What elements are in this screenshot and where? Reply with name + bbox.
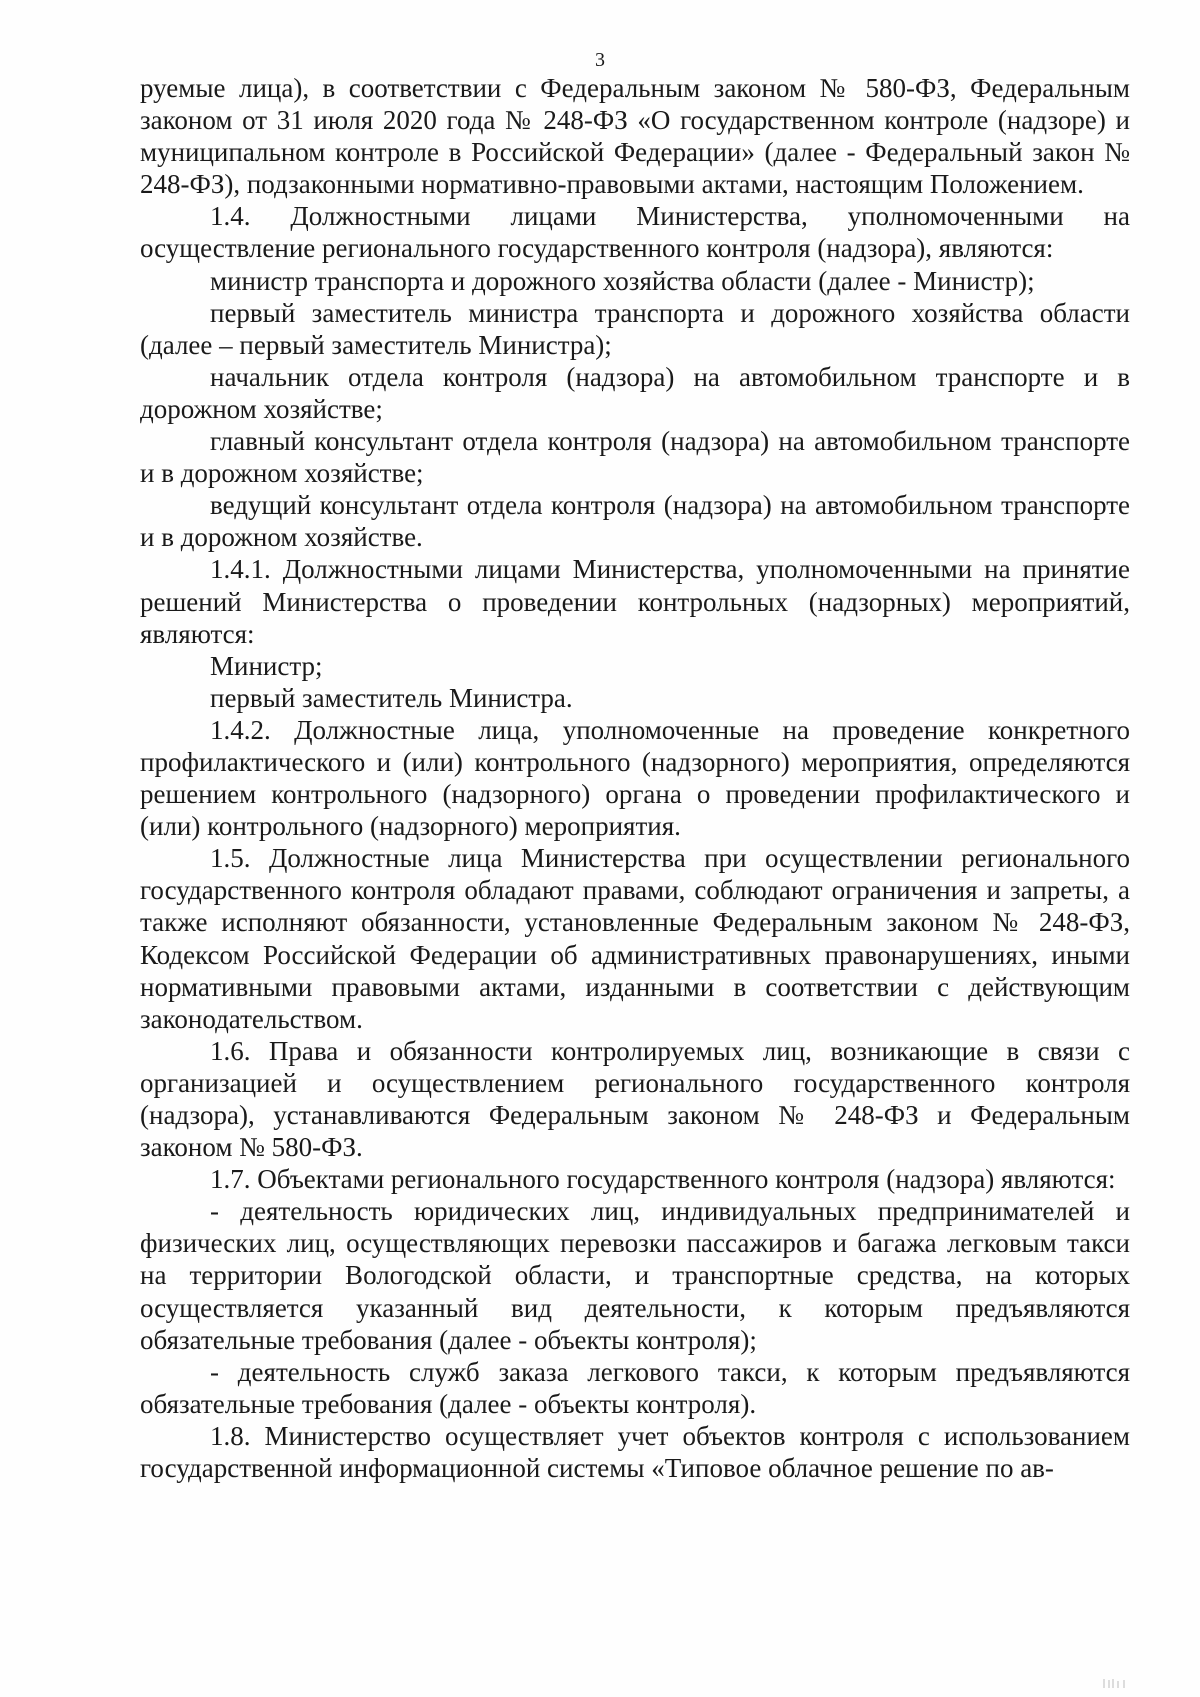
list-item-lead-consultant: ведущий консультант отдела контроля (надзора) на автомобильном транспорте и в дорожном хозяйстве. bbox=[140, 490, 1130, 553]
paragraph-1-5: 1.5. Должностные лица Министерства при осуществлении регионального государственного контроля обладают правами, соблюдают ограничения и запреты, а также исполняют обязанности, установленные Федеральным законом № 248-ФЗ, Кодексом Российской Федерации об административных правонарушениях, иными нормативными правовыми актами, изданными в соответствии с действующим законодательством. bbox=[140, 843, 1130, 1034]
paragraph-intro-continuation: руемые лица), в соответствии с Федеральным законом № 580-ФЗ, Федеральным законом от 31 июля 2020 года № 248-ФЗ «О государственном контроле (надзоре) и муниципальном контроле в Российской Федерации» (далее - Федеральный закон № 248-ФЗ), подзаконными нормативно-правовыми актами, настоящим Положением. bbox=[140, 73, 1130, 200]
scan-artifact-mark bbox=[1100, 1677, 1160, 1689]
list-item-first-deputy: первый заместитель министра транспорта и дорожного хозяйства области (далее – первый заместитель Министра); bbox=[140, 297, 1130, 360]
document-body bbox=[140, 72, 1130, 1484]
paragraph-1-4-2: 1.4.2. Должностные лица, уполномоченные на проведение конкретного профилактического и (или) контрольного (надзорного) мероприятия, определяются решением контрольного (надзорного) органа о проведении профилактического и (или) контрольного (надзорного) мероприятия. bbox=[140, 714, 1130, 842]
list-item-minister-short: Министр; bbox=[210, 650, 323, 681]
list-item-department-head: начальник отдела контроля (надзора) на автомобильном транспорте и в дорожном хозяйстве; bbox=[140, 361, 1130, 424]
paragraph-1-4-1: 1.4.1. Должностными лицами Министерства, уполномоченными на принятие решений Министерства о проведении контрольных (надзорных) мероприятий, являются: bbox=[140, 554, 1130, 649]
page-number: 3 bbox=[595, 49, 605, 71]
list-item-taxi-activity: - деятельность юридических лиц, индивидуальных предпринимателей и физических лиц, осуществляющих перевозки пассажиров и багажа легковым такси на территории Вологодской области, и транспортные средства, на которых осуществляется указанный вид деятельности, к которым предъявляются обязательные требования (далее - объекты контроля); bbox=[140, 1196, 1130, 1355]
list-item-first-deputy-short: первый заместитель Министра. bbox=[210, 682, 573, 713]
paragraph-1-8: 1.8. Министерство осуществляет учет объектов контроля с использованием государственной информационной системы «Типовое облачное решение по ав- bbox=[140, 1420, 1130, 1484]
list-item-taxi-services: - деятельность служб заказа легкового такси, к которым предъявляются обязательные требования (далее - объекты контроля). bbox=[140, 1356, 1130, 1419]
paragraph-1-6: 1.6. Права и обязанности контролируемых лиц, возникающие в связи с организацией и осуществлением регионального государственного контроля (надзора), устанавливаются Федеральным законом № 248-ФЗ и Федеральным законом № 580-ФЗ. bbox=[140, 1035, 1130, 1163]
paragraph-1-7: 1.7. Объектами регионального государственного контроля (надзора) являются: bbox=[210, 1164, 1116, 1195]
list-item-chief-consultant: главный консультант отдела контроля (надзора) на автомобильном транспорте и в дорожном хозяйстве; bbox=[140, 426, 1130, 489]
list-item-minister: министр транспорта и дорожного хозяйства области (далее - Министр); bbox=[210, 265, 1035, 296]
paragraph-1-4: 1.4. Должностными лицами Министерства, уполномоченными на осуществление регионального государственного контроля (надзора), являются: bbox=[140, 201, 1130, 264]
